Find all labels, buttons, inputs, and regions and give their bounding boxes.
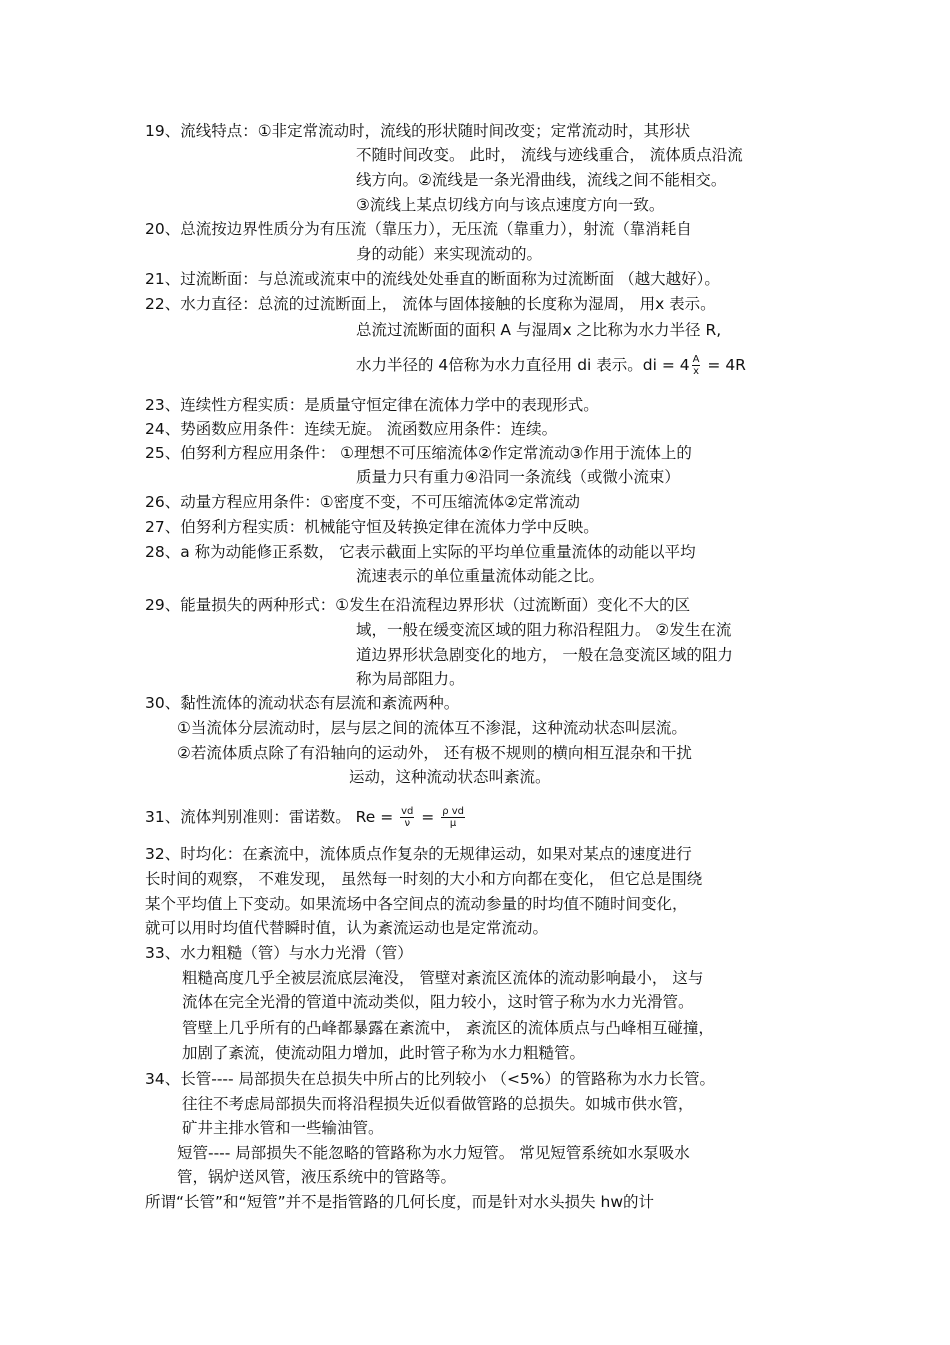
item-19-line-3: 线方向。②流线是一条光滑曲线，流线之间不能相交。	[356, 171, 727, 189]
fraction-numerator: ρ vd	[442, 806, 465, 817]
item-27: 27、伯努利方程实质：机械能守恒及转换定律在流体力学中反映。	[145, 518, 599, 536]
item-33-line-3: 流体在完全光滑的管道中流动类似，阻力较小，这时管子称为水力光滑管。	[182, 993, 694, 1011]
item-29-line-3: 道边界形状急剧变化的地方， 一般在急变流区域的阻力	[356, 646, 733, 664]
item-22-line-2: 总流过流断面的面积 A 与湿周x 之比称为水力半径 R,	[356, 321, 722, 339]
item-22-line-1: 22、水力直径：总流的过流断面上， 流体与固体接触的长度称为湿周， 用x 表示。	[145, 295, 716, 313]
item-26: 26、动量方程应用条件：①密度不变，不可压缩流体②定常流动	[145, 493, 581, 511]
item-32-line-2: 长时间的观察， 不难发现， 虽然每一时刻的大小和方向都在变化， 但它总是围绕	[145, 870, 703, 888]
item-34-line-2: 往往不考虑局部损失而将沿程损失近似看做管路的总损失。如城市供水管，	[182, 1095, 694, 1113]
item-20-line-1: 20、总流按边界性质分为有压流（靠压力），无压流（靠重力），射流（靠消耗自	[145, 220, 692, 238]
reynolds-fraction-1	[400, 806, 414, 829]
item-29-line-4: 称为局部阻力。	[356, 670, 465, 688]
item-34-line-4: 短管---- 局部损失不能忽略的管路称为水力短管。 常见短管系统如水泵吸水	[177, 1144, 690, 1162]
fraction-numerator: A	[692, 354, 700, 365]
item-33-line-5: 加剧了紊流，使流动阻力增加，此时管子称为水力粗糙管。	[182, 1044, 586, 1062]
item-34-line-3: 矿井主排水管和一些输油管。	[182, 1119, 384, 1137]
item-32-line-4: 就可以用时均值代替瞬时值，认为紊流运动也是定常流动。	[145, 919, 549, 937]
item-19-line-1: 19、流线特点：①非定常流动时，流线的形状随时间改变；定常流动时，其形状	[145, 122, 691, 140]
hydraulic-diameter-text: 水力半径的 4倍称为水力直径用 di 表示。di = 4	[356, 356, 690, 374]
item-29-line-1: 29、能量损失的两种形式：①发生在沿流程边界形状（过流断面）变化不大的区	[145, 596, 691, 614]
item-33-line-1: 33、水力粗糙（管）与水力光滑（管）	[145, 944, 413, 962]
item-22-line-3	[356, 354, 746, 377]
fraction-denominator: ν	[404, 818, 411, 829]
item-32-line-3: 某个平均值上下变动。如果流场中各空间点的流动参量的时均值不随时间变化，	[145, 895, 688, 913]
item-30-line-4: 运动，这种流动状态叫紊流。	[349, 768, 551, 786]
item-28-line-1: 28、a 称为动能修正系数， 它表示截面上实际的平均单位重量流体的动能以平均	[145, 543, 696, 561]
item-19-line-2: 不随时间改变。 此时， 流线与迹线重合， 流体质点沿流	[356, 146, 743, 164]
item-34-line-5: 管，锅炉送风管，液压系统中的管路等。	[177, 1168, 457, 1186]
item-28-line-2: 流速表示的单位重量流体动能之比。	[356, 567, 605, 585]
hydraulic-diameter-result: = 4R	[702, 356, 746, 374]
item-30-line-2: ①当流体分层流动时，层与层之间的流体互不渗混，这种流动状态叫层流。	[177, 719, 687, 737]
reynolds-fraction-2	[441, 806, 465, 829]
item-21: 21、过流断面：与总流或流束中的流线处处垂直的断面称为过流断面 （越大越好）。	[145, 270, 720, 288]
fraction-denominator: x	[693, 366, 700, 377]
item-31	[145, 806, 467, 829]
fraction-denominator: μ	[449, 818, 457, 829]
item-25-line-2: 质量力只有重力④沿同一条流线（或微小流束）	[356, 468, 680, 486]
item-33-line-2: 粗糙高度几乎全被层流底层淹没， 管壁对紊流区流体的流动影响最小， 这与	[182, 969, 704, 987]
item-30-line-3: ②若流体质点除了有沿轴向的运动外， 还有极不规则的横向相互混杂和干扰	[177, 744, 692, 762]
item-34-line-1: 34、长管---- 局部损失在总损失中所占的比列较小 （<5%）的管路称为水力长管。	[145, 1070, 716, 1088]
item-32-line-1: 32、时均化：在紊流中，流体质点作复杂的无规律运动，如果对某点的速度进行	[145, 845, 692, 863]
item-19-line-4: ③流线上某点切线方向与该点速度方向一致。	[356, 196, 665, 214]
item-20-line-2: 身的动能）来实现流动的。	[356, 245, 543, 263]
fraction-numerator: vd	[401, 806, 414, 817]
item-30-line-1: 30、黏性流体的流动状态有层流和紊流两种。	[145, 694, 460, 712]
item-25-line-1: 25、伯努利方程应用条件： ①理想不可压缩流体②作定常流动③作用于流体上的	[145, 444, 692, 462]
item-29-line-2: 域，一般在缓变流区域的阻力称沿程阻力。 ②发生在流	[356, 621, 732, 639]
reynolds-text: 31、流体判别准则：雷诺数。 Re =	[145, 808, 399, 826]
item-23: 23、连续性方程实质：是质量守恒定律在流体力学中的表现形式。	[145, 396, 599, 414]
equals-sign: =	[416, 808, 440, 826]
item-24: 24、势函数应用条件：连续无旋。 流函数应用条件：连续。	[145, 420, 558, 438]
item-33-line-4: 管壁上几乎所有的凸峰都暴露在紊流中， 紊流区的流体质点与凸峰相互碰撞，	[182, 1019, 714, 1037]
closing-paragraph: 所谓“长管”和“短管”并不是指管路的几何长度，而是针对水头损失 hw的计	[145, 1193, 655, 1211]
area-over-wetted-perimeter-fraction	[692, 354, 701, 377]
